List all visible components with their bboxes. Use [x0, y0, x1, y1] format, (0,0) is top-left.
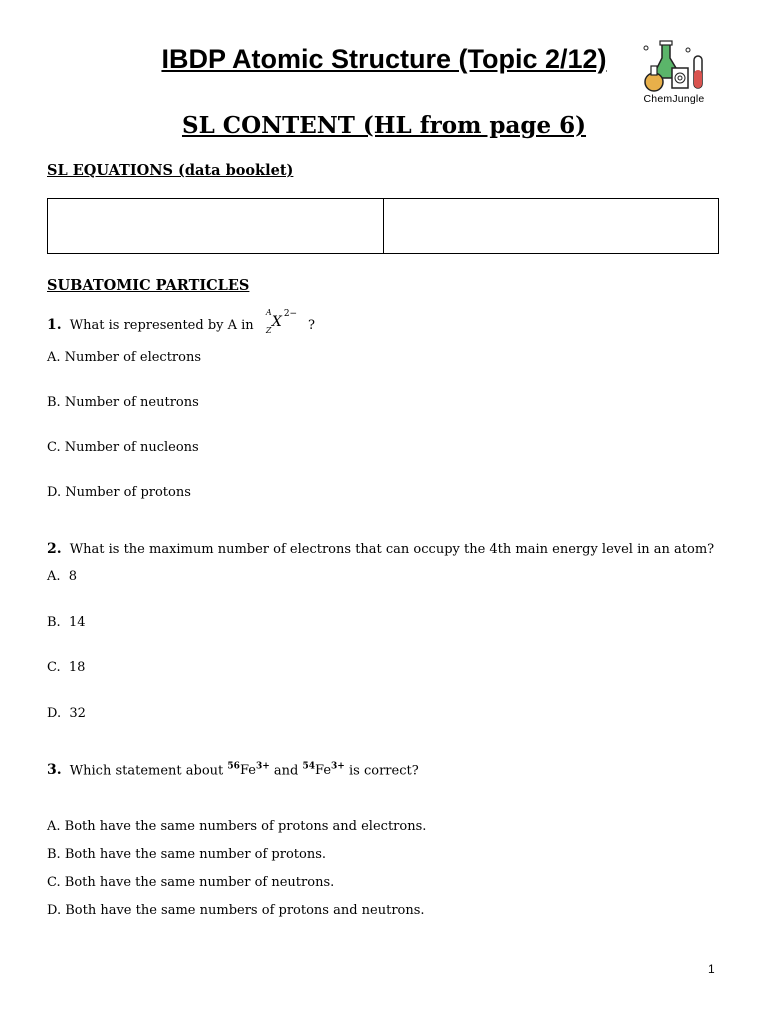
question-text-end: ? — [307, 318, 315, 333]
question-number: 3. — [47, 762, 62, 779]
option-text: Both have the same numbers of protons and electrons. — [64, 819, 427, 834]
option-text: Number of protons — [65, 485, 191, 500]
option-label: B. — [47, 615, 61, 630]
isotope-charge: 3+ — [255, 762, 270, 772]
document-title: IBDP Atomic Structure (Topic 2/12) — [161, 44, 607, 74]
option — [47, 660, 85, 675]
option-label: A. — [47, 350, 61, 365]
question-number: 1. — [47, 317, 62, 333]
nuclide-symbol: X — [271, 314, 282, 330]
option — [47, 395, 199, 410]
option-label: D. — [47, 485, 62, 500]
question-1 — [47, 308, 315, 336]
question-number: 2. — [47, 541, 62, 557]
option-text: 18 — [68, 660, 86, 675]
option-text: Both have the same number of protons. — [64, 847, 327, 862]
question-text: What is the maximum number of electrons that can occupy the 4th main energy level in an atom? — [69, 542, 715, 557]
section-title: SL CONTENT (HL from page 6) — [181, 112, 587, 139]
question-text: Which statement about — [69, 763, 224, 779]
option — [47, 615, 86, 630]
option-label: B. — [47, 395, 61, 410]
option — [47, 875, 334, 890]
isotope-element: Fe — [239, 763, 256, 779]
subatomic-heading: SUBATOMIC PARTICLES — [47, 277, 250, 294]
option-label: C. — [47, 875, 61, 890]
question-2 — [47, 541, 714, 557]
option-text: Number of nucleons — [64, 440, 199, 455]
option-label: B. — [47, 847, 61, 862]
option — [47, 485, 191, 500]
isotope-2 — [303, 763, 345, 778]
isotope-element: Fe — [315, 763, 332, 779]
isotope-mass: 56 — [227, 762, 240, 772]
option-label: C. — [47, 440, 61, 455]
question-3 — [47, 762, 419, 778]
isotope-1 — [227, 763, 269, 778]
option — [47, 440, 199, 455]
option-label: A. — [47, 819, 61, 834]
option-text: Number of electrons — [64, 350, 202, 365]
option-text: Number of neutrons — [64, 395, 199, 410]
option-text: 14 — [68, 615, 86, 630]
question-text-mid: and — [273, 763, 299, 779]
nuclide-atomic-number: Z — [265, 326, 272, 335]
option — [47, 903, 425, 918]
option-label: D. — [47, 706, 62, 721]
option-label: C. — [47, 660, 61, 675]
option — [47, 819, 426, 834]
option — [47, 706, 86, 721]
option — [47, 350, 201, 365]
option-label: A. — [47, 569, 61, 584]
question-text: What is represented by A in — [69, 318, 254, 333]
option-text: Both have the same number of neutrons. — [64, 875, 335, 890]
option-label: D. — [47, 903, 62, 918]
option-text: Both have the same numbers of protons and neutrons. — [65, 903, 425, 918]
equations-heading: SL EQUATIONS (data booklet) — [47, 162, 294, 179]
page-number: 1 — [708, 962, 715, 976]
equations-table — [47, 198, 719, 254]
equations-cell-left — [48, 199, 384, 254]
option — [47, 847, 326, 862]
logo-text: ChemJungle — [643, 93, 705, 105]
question-text-end: is correct? — [349, 763, 419, 779]
option — [47, 569, 77, 584]
isotope-mass: 54 — [302, 762, 316, 772]
option-text: 8 — [68, 569, 78, 584]
isotope-charge: 3+ — [331, 762, 345, 772]
equations-cell-right — [383, 199, 719, 254]
option-text: 32 — [69, 706, 86, 721]
nuclide-charge: 2− — [283, 309, 298, 319]
nuclide-notation — [264, 308, 298, 336]
nuclide-mass-number: A — [265, 308, 272, 317]
